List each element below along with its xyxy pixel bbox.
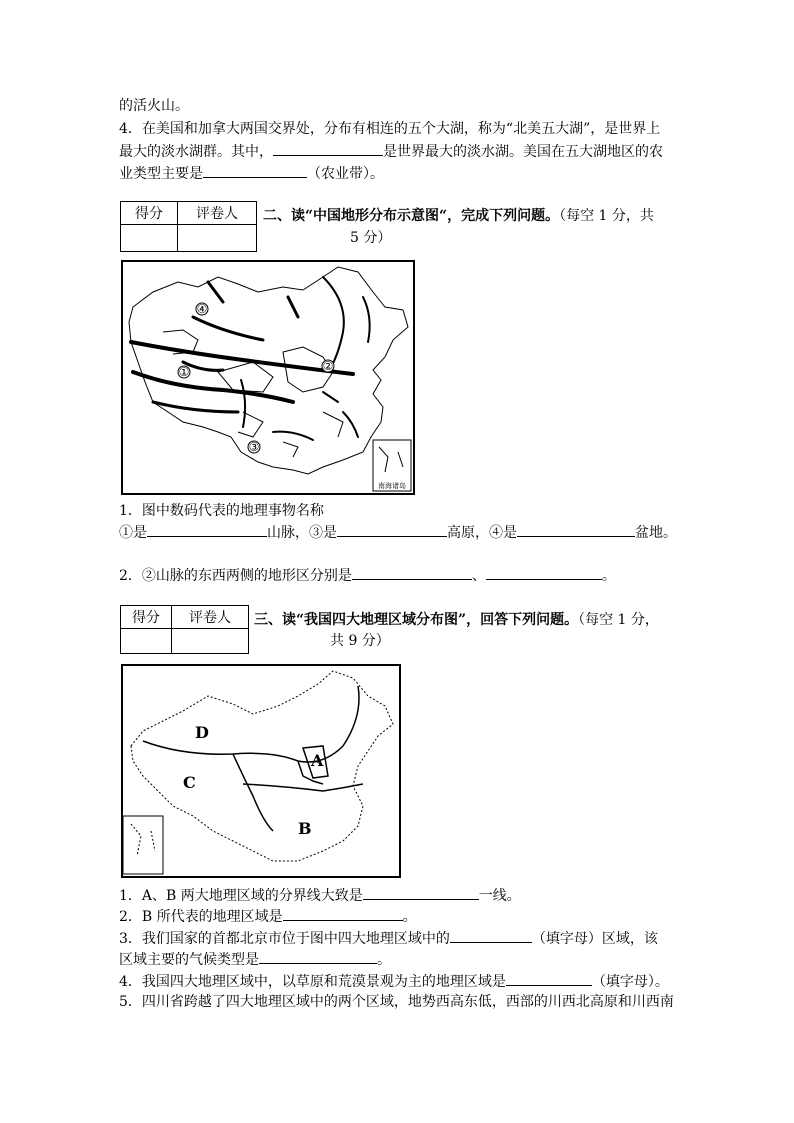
text: 山脉，③是 (267, 525, 337, 541)
answer-blank[interactable] (337, 522, 447, 537)
label-d: D (195, 723, 209, 742)
score-label: 得分 (121, 606, 172, 629)
china-terrain-map (121, 260, 415, 495)
label-1: ① (178, 365, 190, 379)
answer-blank[interactable] (486, 565, 602, 580)
text: 2．B 所代表的地理区域是 (119, 909, 283, 925)
label-2: ② (322, 359, 334, 373)
text: （农业带）。 (307, 166, 384, 182)
south-china-sea-inset (373, 440, 411, 491)
text: 区域主要的气候类型是 (119, 952, 259, 968)
grader-cell[interactable] (178, 225, 257, 252)
title-note: （每空 1 分，共 (559, 208, 654, 224)
text: ①是 (119, 525, 147, 541)
answer-blank[interactable] (273, 141, 383, 156)
text: 1．A、B 两大地理区域的分界线大致是 (119, 888, 363, 904)
text: 是世界最大的淡水湖。美国在五大湖地区的农 (383, 144, 663, 160)
question-4-line3 (119, 163, 384, 184)
text: 。 (377, 952, 391, 968)
question-4-line2 (119, 141, 663, 162)
s3-question-5: 5．四川省跨越了四大地理区域中的两个区域，地势西高东低，西部的川西北高原和川西南 (119, 994, 674, 1010)
grader-cell[interactable] (172, 629, 249, 654)
text: 最大的淡水湖群。其中， (119, 144, 273, 160)
section-3-title-line2: 共 9 分） (330, 633, 390, 649)
answer-blank[interactable] (506, 971, 592, 986)
label-3: ③ (248, 440, 260, 454)
text-line: 的活火山。 (119, 98, 189, 114)
south-china-sea-inset (123, 816, 163, 874)
label-a: A (311, 751, 324, 770)
score-table (120, 201, 257, 252)
grader-label: 评卷人 (172, 606, 249, 629)
answer-blank[interactable] (517, 522, 635, 537)
answer-blank[interactable] (363, 885, 479, 900)
china-outline (129, 267, 408, 474)
score-cell[interactable] (121, 629, 172, 654)
answer-blank[interactable] (283, 906, 403, 921)
answer-blank[interactable] (352, 565, 472, 580)
text: 、 (471, 568, 486, 584)
title-note: （每空 1 分， (578, 612, 659, 628)
answer-blank[interactable] (203, 163, 307, 178)
text: 高原，④是 (447, 525, 517, 541)
text: 一线。 (478, 888, 521, 904)
section-2-title-line2: 5 分） (350, 230, 392, 246)
s3-question-2 (119, 906, 417, 927)
map-labels (178, 302, 334, 454)
text: 3．我们国家的首都北京市位于图中四大地理区域中的 (119, 931, 450, 947)
text: 4．我国四大地理区域中，以草原和荒漠景观为主的地理区域是 (119, 974, 506, 990)
section-3-title (254, 609, 659, 631)
text: 盆地。 (635, 525, 677, 541)
s2-question-1: 1．图中数码代表的地理事物名称 (119, 503, 324, 519)
grader-label: 评卷人 (178, 202, 257, 225)
score-table (120, 605, 249, 654)
s2-question-1-blanks (119, 522, 677, 543)
region-labels (183, 723, 324, 838)
title-bold: 三、读“我国四大地理区域分布图”，回答下列问题。 (254, 612, 579, 628)
region-boundaries (143, 686, 363, 831)
s3-question-3-cont (119, 949, 391, 970)
section-2-title (263, 205, 654, 227)
s2-question-2 (119, 565, 616, 586)
answer-blank[interactable] (147, 522, 267, 537)
answer-blank[interactable] (259, 949, 377, 964)
s3-question-4 (119, 971, 669, 992)
text: （填字母）。 (591, 974, 669, 990)
text: （填字母）区域，该 (531, 931, 658, 947)
text: 业类型主要是 (119, 166, 203, 182)
text: 。 (402, 909, 417, 925)
country-border (131, 671, 393, 861)
score-cell[interactable] (121, 225, 178, 252)
label-b: B (298, 819, 312, 838)
question-4-line1: 4．在美国和加拿大两国交界处，分布有相连的五个大湖，称为“北美五大湖”，是世界上 (119, 121, 661, 137)
score-label: 得分 (121, 202, 178, 225)
inset-label: 南海诸岛 (378, 482, 406, 490)
s3-question-3 (119, 928, 658, 949)
s3-question-1 (119, 885, 521, 906)
label-c: C (183, 773, 196, 792)
china-regions-map (121, 664, 401, 878)
title-bold: 二、读“中国地形分布示意图“，完成下列问题。 (263, 208, 560, 224)
text: 2．②山脉的东西两侧的地形区分别是 (119, 568, 352, 584)
text: 。 (601, 568, 616, 584)
answer-blank[interactable] (450, 928, 532, 943)
label-4: ④ (196, 302, 208, 316)
